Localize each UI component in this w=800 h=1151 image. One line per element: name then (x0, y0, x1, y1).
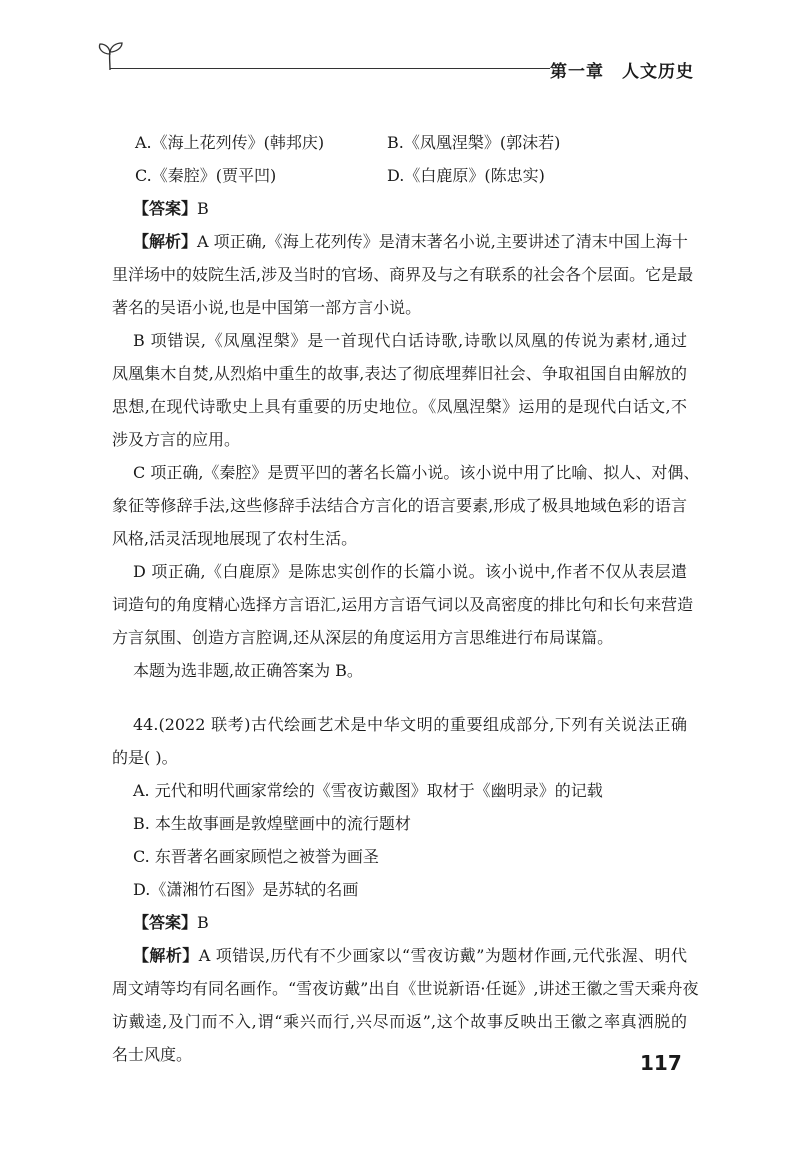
q43-analysis-line-3: 著名的吴语小说,也是中国第一部方言小说。 (112, 298, 422, 317)
answer-value: B (197, 913, 209, 932)
q43-para-d-line-2: 词造句的角度精心选择方言语汇,运用方言语气词以及高密度的排比句和长句来营造 (112, 595, 694, 614)
q44-option-c: C. 东晋著名画家顾恺之被誉为画圣 (133, 847, 379, 866)
q43-option-b: B.《凤凰涅槃》(郭沫若) (387, 133, 561, 152)
q43-para-b-line-4: 涉及方言的应用。 (112, 430, 241, 449)
analysis-label: 【解析】 (133, 946, 199, 965)
q43-analysis-line-1 (133, 232, 687, 252)
q43-para-d-line-3: 方言氛围、创造方言腔调,还从深层的角度运用方言思维进行布局谋篇。 (112, 628, 614, 647)
header-rule (110, 68, 550, 69)
q44-analysis-line-1 (133, 946, 687, 966)
analysis-text: A 项错误,历代有不少画家以“雪夜访戴”为题材作画,元代张渥、明代 (198, 946, 687, 965)
q44-stem-line-2: 的是( )。 (112, 748, 178, 767)
q44-analysis-line-4: 名士风度。 (112, 1045, 193, 1064)
running-head (550, 57, 694, 82)
q43-analysis-line-2: 里洋场中的妓院生活,涉及当时的官场、商界及与之有联系的社会各个层面。它是最 (112, 265, 694, 284)
q44-stem-line-1: 44.(2022 联考)古代绘画艺术是中华文明的重要组成部分,下列有关说法正确 (133, 715, 687, 734)
q44-analysis-line-3: 访戴逵,及门而不入,谓“乘兴而行,兴尽而返”,这个故事反映出王徽之率真洒脱的 (112, 1012, 687, 1031)
q43-para-b-line-1: B 项错误,《凤凰涅槃》是一首现代白话诗歌,诗歌以凤凰的传说为素材,通过 (133, 331, 687, 350)
q44-option-b: B. 本生故事画是敦煌壁画中的流行题材 (133, 814, 411, 833)
q43-option-c: C.《秦腔》(贾平凹) (135, 166, 277, 185)
q43-para-c-line-3: 风格,活灵活现地展现了农村生活。 (112, 529, 358, 548)
page-header (96, 40, 700, 80)
chapter-number: 第一章 (550, 62, 604, 82)
answer-label: 【答案】 (133, 913, 198, 932)
answer-label: 【答案】 (133, 199, 198, 218)
q43-para-c-line-1: C 项正确,《秦腔》是贾平凹的著名长篇小说。该小说中用了比喻、拟人、对偶、 (133, 463, 700, 482)
q44-answer (133, 913, 209, 933)
q43-option-a: A.《海上花列传》(韩邦庆) (135, 133, 325, 152)
q44-option-d: D.《潇湘竹石图》是苏轼的名画 (133, 880, 359, 899)
q43-option-d: D.《白鹿原》(陈忠实) (387, 166, 545, 185)
q44-analysis-line-2: 周文靖等均有同名画作。“雪夜访戴”出自《世说新语·任诞》,讲述王徽之雪天乘舟夜 (112, 979, 699, 998)
analysis-label: 【解析】 (133, 232, 198, 251)
q44-option-a: A. 元代和明代画家常绘的《雪夜访戴图》取材于《幽明录》的记载 (133, 781, 603, 800)
chapter-title: 人文历史 (622, 62, 694, 82)
q43-para-d-line-1: D 项正确,《白鹿原》是陈忠实创作的长篇小说。该小说中,作者不仅从表层遣 (133, 562, 687, 581)
q43-para-c-line-2: 象征等修辞手法,这些修辞手法结合方言化的语言要素,形成了极具地域色彩的语言 (112, 496, 687, 515)
q43-answer (133, 199, 209, 219)
q43-para-b-line-3: 思想,在现代诗歌史上具有重要的历史地位。《凤凰涅槃》运用的是现代白话文,不 (112, 397, 687, 416)
analysis-text: A 项正确,《海上花列传》是清末著名小说,主要讲述了清末中国上海十 (197, 232, 688, 251)
q43-para-b-line-2: 凤凰集木自焚,从烈焰中重生的故事,表达了彻底埋葬旧社会、争取祖国自由解放的 (112, 364, 687, 383)
answer-value: B (197, 199, 209, 218)
q43-conclusion: 本题为选非题,故正确答案为 B。 (133, 661, 363, 680)
page-number: 117 (640, 1051, 682, 1075)
